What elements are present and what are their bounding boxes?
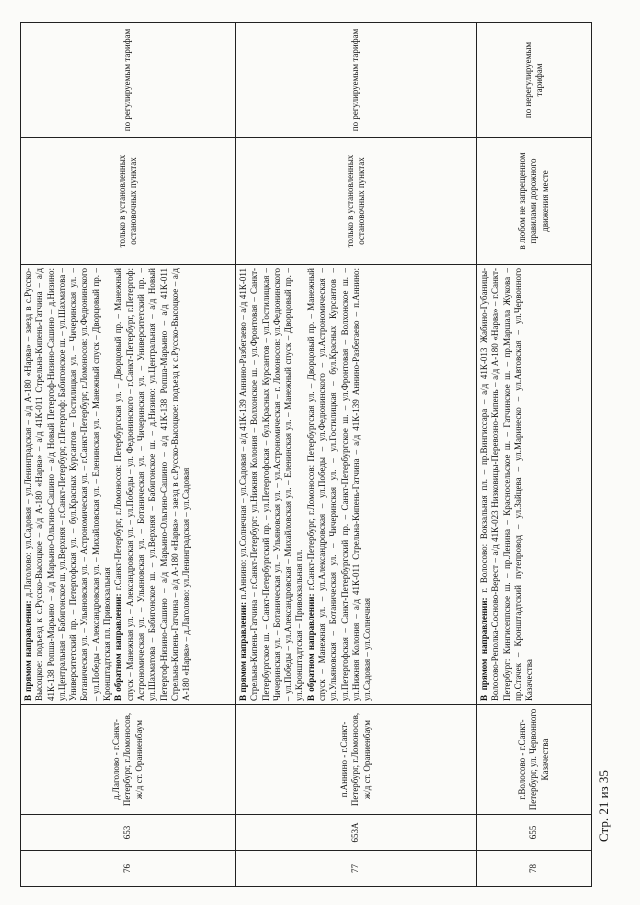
backward-label: В обратном направлении: bbox=[305, 593, 316, 701]
backward-path: г.Санкт-Петербург, г.Ломоносов: Петербургская ул. – Дворцовый пр. – Манежный спуск – Манежная ул. – ул.Александровская – ул.Победы – ул.Федюнинского – ул.Астрономическая – ул.Ульяновская – Ботаническая ул. – Чичеринская ул. – ул.Гостилицкая – бул.Красных Курсантов – ул.Петергофская – Санкт-Петербургский пр. – Санкт-Петербургское ш. – ул.Фронтовая – Волхонское ш. – ул.Нижняя Колония – а/д 41К-011 Стрельна-Кипень-Гатчина – а/д 41К-139 Аннино-Разбегаево – п.Аннино: ул.Садовая – ул.Солнечная bbox=[305, 268, 373, 701]
page-counter: Стр. 21 из 35 bbox=[596, 770, 611, 842]
stops-rule: только в установленных остановочных пунктах bbox=[21, 138, 236, 265]
route-number: 655 bbox=[477, 815, 592, 851]
table-row bbox=[21, 23, 236, 887]
route-name: п.Аннино - г.Санкт-Петербург, г.Ломоносов, ж/д ст. Ораниенбаум bbox=[236, 705, 477, 815]
backward-label: В обратном направлении: bbox=[113, 593, 124, 701]
forward-path: д.Лаголово: ул.Садовая – ул.Ленинградская – а/д А-180 «Нарва» – заезд в с.Русско-Высоцкое: подъезд к с.Русско-Высоцкое – а/д А-180 «Нарва» – а/д 41К-011 Стрельна-Кипень-Гатчина – а/д 41К-138 Ропша-Марьино – а/д Марьино-Ольгино-Сашино – а/д Новый Петергоф-Низино-Сашино – д.Низино: ул.Центральная – Бабигонское ш. ул.Верхняя – г.Санкт-Петербург, г.Петергоф: Бабигонское ш. – ул.Шахматова – Университетский пр. – Петергофская ул. – бул.Красных Курсантов – Гостилицкая ул. – Чичеринская ул. – Ботаническая ул. – Ульяновская ул. – Астрономическая ул. – г.Санкт-Петербург, г.Ломоносов: ул.Федюнинского – ул.Победы – Александровская ул. – Михайловская ул. – Еленинская ул. – Манежный спуск – Дворцовый пр. – Кронштадтская пл. Привокзальная bbox=[23, 267, 113, 701]
stops-rule: в любом не запрещенном правилами дорожного движения месте bbox=[477, 138, 592, 265]
forward-label: В прямом направлении: bbox=[23, 600, 33, 701]
route-path bbox=[477, 265, 592, 705]
stops-rule: только в установленных остановочных пунктах bbox=[236, 138, 477, 265]
route-path bbox=[21, 265, 236, 705]
row-number: 77 bbox=[236, 851, 477, 887]
route-number: 653А bbox=[236, 815, 477, 851]
tariff: по регулируемым тарифам bbox=[236, 23, 477, 138]
route-name: д.Лаголово - г.Санкт-Петербург, г.Ломоносов, ж/д ст. Ораниенбаум bbox=[21, 705, 236, 815]
rotated-table-wrapper bbox=[20, 23, 590, 887]
forward-path: г. Волосово: Вокзальная пл. – пр.Вингиссара – а/д 41К-013 Жабино-Губаницы-Волосово-Реполка-Сосново-Верест – а/д 41К-023 Низковицы-Перевозно-Кипень – а/д А-180 «Нарва» – г.Санкт-Петербург: Кингисеппское ш. – пр.Ленина – Красносельское ш. – Гатчинское ш. – пр.Маршала Жукова – пр.Стачек – Кронштадтский путепровод – ул.Зайцева – ул.Маринеско – ул.Автовская – ул.Червонного Казачества bbox=[479, 268, 535, 701]
backward-path: г.Санкт-Петербург, г.Ломоносов: Петербургская ул. – Дворцовый пр. – Манежный спуск – Манежная ул. – Александровская ул. – ул.Победы – ул. Федюнинского – г.Санкт-Петербург, г.Петергоф: Астрономическая ул. – Ульяновская ул. – Ботаническая ул. – Чичеринская ул. – Университетский пр. – ул.Шахматова – Бабигонское ш. – ул.Верхняя – Бабигонское ш. – д.Низино: ул.Центральная – а/д Новый Петергоф-Низино-Сашино – а/д Марьино-Ольгино-Сашино – а/д 41К-138 Ропша-Марьино – а/д 41К-011 Стрельна-Кипень-Гатчина – а/д А-180 «Нарва» – заезд в с.Русско-Высоцкое: подъезд к с.Русско-Высоцкое – а/д А-180 «Нарва» – д.Лаголово: ул.Ленинградская – ул.Садовая bbox=[113, 268, 192, 701]
route-path bbox=[236, 265, 477, 705]
tariff: по нерегулируемым тарифам bbox=[477, 23, 592, 138]
routes-table bbox=[20, 22, 592, 887]
tariff: по регулируемым тарифам bbox=[21, 23, 236, 138]
route-name: г.Волосово - г.Санкт-Петербург, ул. Червонного Казачества bbox=[477, 705, 592, 815]
forward-label: В прямом направлении: bbox=[238, 601, 248, 701]
row-number: 78 bbox=[477, 851, 592, 887]
forward-label: В прямом направлении: bbox=[479, 597, 489, 701]
table-row bbox=[236, 23, 477, 887]
forward-path: п.Аннино: ул.Солнечная – ул.Садовая – а/д 41К-139 Аннино-Разбегаево – а/д 41К-011 Стрельна-Кипень-Гатчина – г.Санкт-Петербург: ул.Нижняя Колония – Волхонское ш. – ул.Фронтовая – Санкт-Петербургское ш. – Санкт-Петербургский пр. – ул.Петергофская – бул.Красных Курсантов – ул.Гостилицкая – Чичеринская ул. – Ботаническая ул. – Ульяновская ул. – ул.Астрономическая – г. Ломоносов: ул.Федюнинского – ул.Победы – ул.Александровская – Михайловская ул. – Еленинская ул. – Манежный спуск – Дворцовый пр. – ул.Кронштадтская – Привокзальная пл. bbox=[238, 268, 305, 701]
table-row bbox=[477, 23, 592, 887]
row-number: 76 bbox=[21, 851, 236, 887]
route-number: 653 bbox=[21, 815, 236, 851]
